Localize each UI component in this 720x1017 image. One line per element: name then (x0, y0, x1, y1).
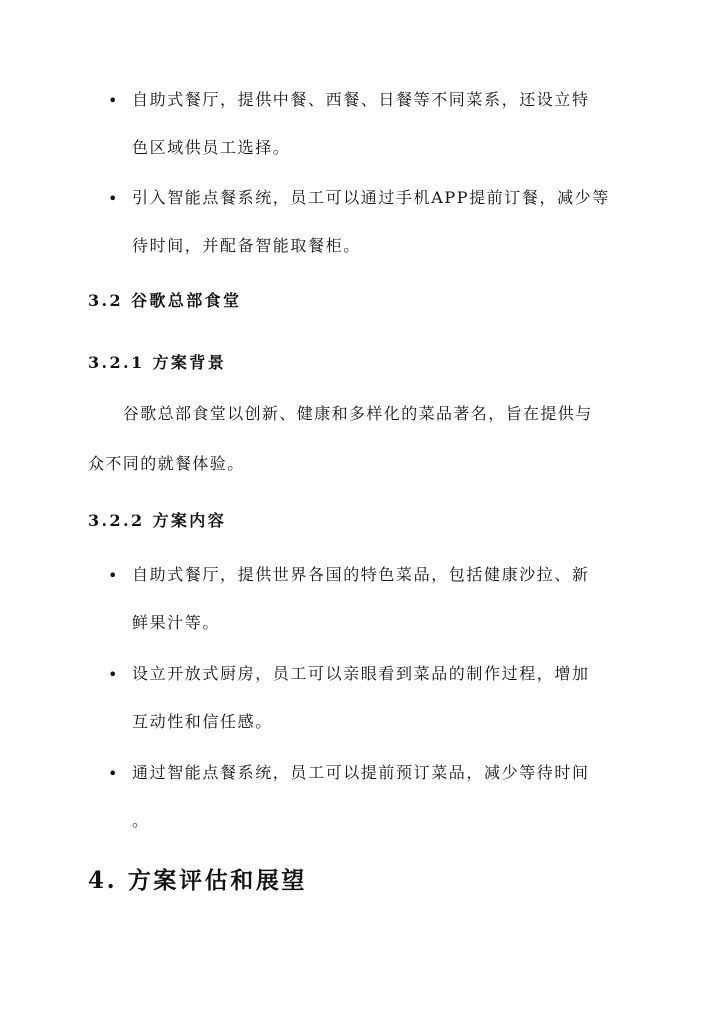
subsection-heading: 3.2.2 方案内容 (88, 511, 227, 530)
list-item-text: 引入智能点餐系统，员工可以通过手机APP提前订餐，减少等 待时间，并配备智能取餐柜。 (132, 188, 610, 255)
list-item-text: 自助式餐厅，提供中餐、西餐、日餐等不同菜系，还设立特 色区域供员工选择。 (132, 90, 590, 157)
chapter-heading: 4. 方案评估和展望 (88, 867, 308, 894)
section-heading: 3.2 谷歌总部食堂 (88, 291, 242, 310)
bullet-marker: • (108, 189, 118, 208)
list-item-text: 自助式餐厅，提供世界各国的特色菜品，包括健康沙拉、新 鲜果汁等。 (132, 565, 590, 632)
list-item-text: 通过智能点餐系统，员工可以提前预订菜品，减少等待时间 。 (132, 763, 590, 830)
bullet-marker: • (108, 764, 118, 783)
subsection-heading: 3.2.1 方案背景 (88, 353, 227, 372)
bullet-marker: • (108, 566, 118, 585)
body-paragraph: 谷歌总部食堂以创新、健康和多样化的菜品著名，旨在提供与 众不同的就餐体验。 (88, 404, 593, 473)
bullet-marker: • (108, 665, 118, 684)
bullet-marker: • (108, 91, 118, 110)
list-item-text: 设立开放式厨房，员工可以亲眼看到菜品的制作过程，增加 互动性和信任感。 (132, 664, 590, 731)
